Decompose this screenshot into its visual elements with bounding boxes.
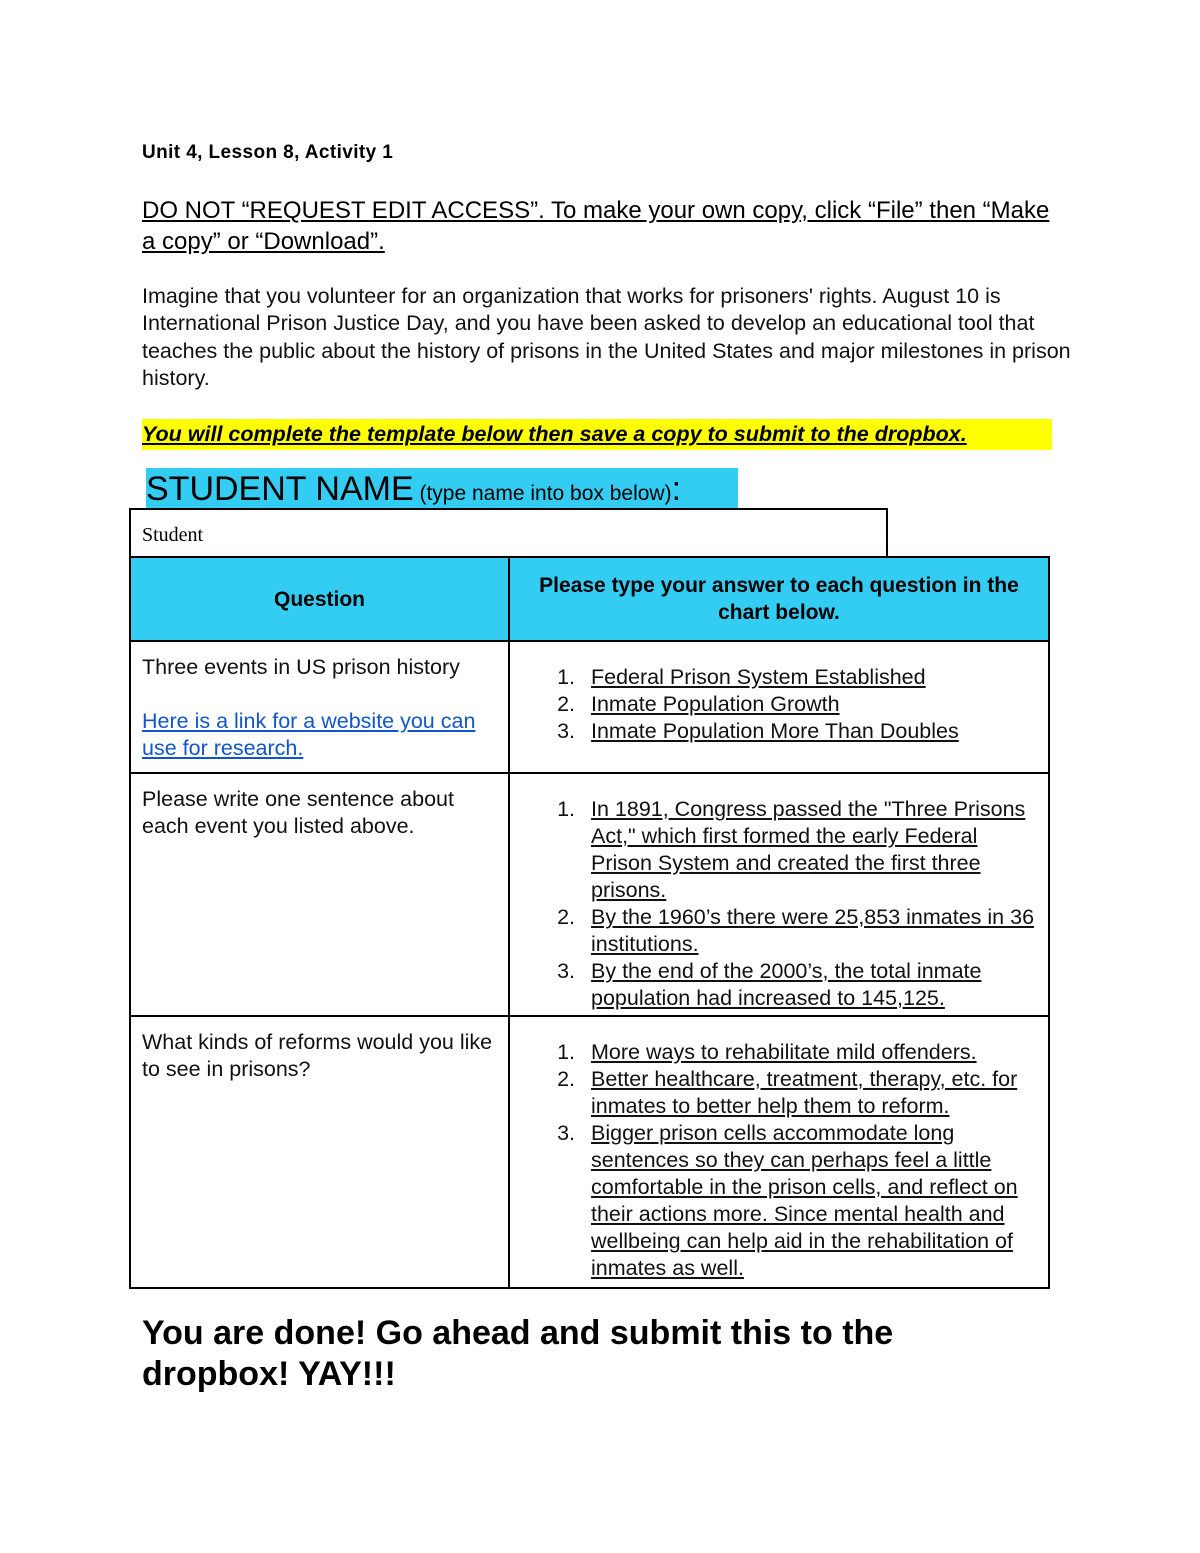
answer-text: By the 1960’s there were 25,853 inmates in 36 institutions. [591,905,1035,956]
answer-list [520,1039,1038,1282]
question-text: Please write one sentence about each event you listed above. [142,787,454,838]
answer-list [520,796,1038,1012]
student-name-value: Student [142,524,204,546]
submit-instruction: You will complete the template below then save a copy to submit to the dropbox. [142,419,1052,450]
list-item [581,904,1038,958]
unit-heading: Unit 4, Lesson 8, Activity 1 [142,142,394,163]
question-column-header: Question [130,557,509,641]
answer-text: By the end of the 2000’s, the total inmate population had increased to 145,125. [591,959,982,1010]
question-cell [130,773,509,1016]
done-message: You are done! Go ahead and submit this to the dropbox! YAY!!! [142,1314,894,1393]
list-item [581,1120,1038,1282]
question-cell [130,1016,509,1288]
answer-text: Inmate Population More Than Doubles [591,719,959,743]
list-item [581,1039,1038,1066]
student-name-label [146,468,738,508]
question-text: What kinds of reforms would you like to see in prisons? [142,1030,493,1081]
answer-list [520,664,1038,745]
answer-text: Inmate Population Growth [591,692,840,716]
student-name-hint: (type name into box below) [413,482,672,505]
answer-text: Bigger prison cells accommodate long sentences so they can perhaps feel a little comfortable in the prison cells, and reflect on their actions more. Since mental health and wellbeing can help aid in the rehabilitation of inmates as well. [591,1121,1018,1280]
list-item [581,718,1038,745]
student-name-title: STUDENT NAME [146,470,414,508]
question-answer-table [129,556,1050,1289]
answer-text: More ways to rehabilitate mild offenders. [591,1040,977,1064]
list-item [581,1066,1038,1120]
table-row [130,773,1049,1016]
question-cell [130,641,509,773]
answer-cell[interactable] [509,641,1049,773]
answer-cell[interactable] [509,773,1049,1016]
answer-column-header: Please type your answer to each question in the chart below. [509,557,1049,641]
answer-cell[interactable] [509,1016,1049,1288]
intro-paragraph: Imagine that you volunteer for an organization that works for prisoners' rights. August 10 is International Prison Justice Day, and you have been asked to develop an educational tool that teaches the public about the history of prisons in the United States and major milestones in prison history. [142,284,1071,391]
answer-text: In 1891, Congress passed the "Three Prisons Act," which first formed the early Federal Prison System and created the first three prisons. [591,797,1026,902]
list-item [581,958,1038,1012]
student-name-colon: : [671,470,682,508]
table-header-row [130,557,1049,641]
table-row [130,1016,1049,1288]
question-text: Three events in US prison history [142,655,460,679]
list-item [581,796,1038,904]
table-row [130,641,1049,773]
copy-warning: DO NOT “REQUEST EDIT ACCESS”. To make your own copy, click “File” then “Make a copy” or “Download”. [142,197,1050,255]
student-name-field[interactable] [129,508,888,558]
list-item [581,691,1038,718]
answer-text: Better healthcare, treatment, therapy, etc. for inmates to better help them to reform. [591,1067,1018,1118]
list-item [581,664,1038,691]
research-link[interactable]: Here is a link for a website you can use for research. [142,709,476,760]
answer-text: Federal Prison System Established [591,665,926,689]
